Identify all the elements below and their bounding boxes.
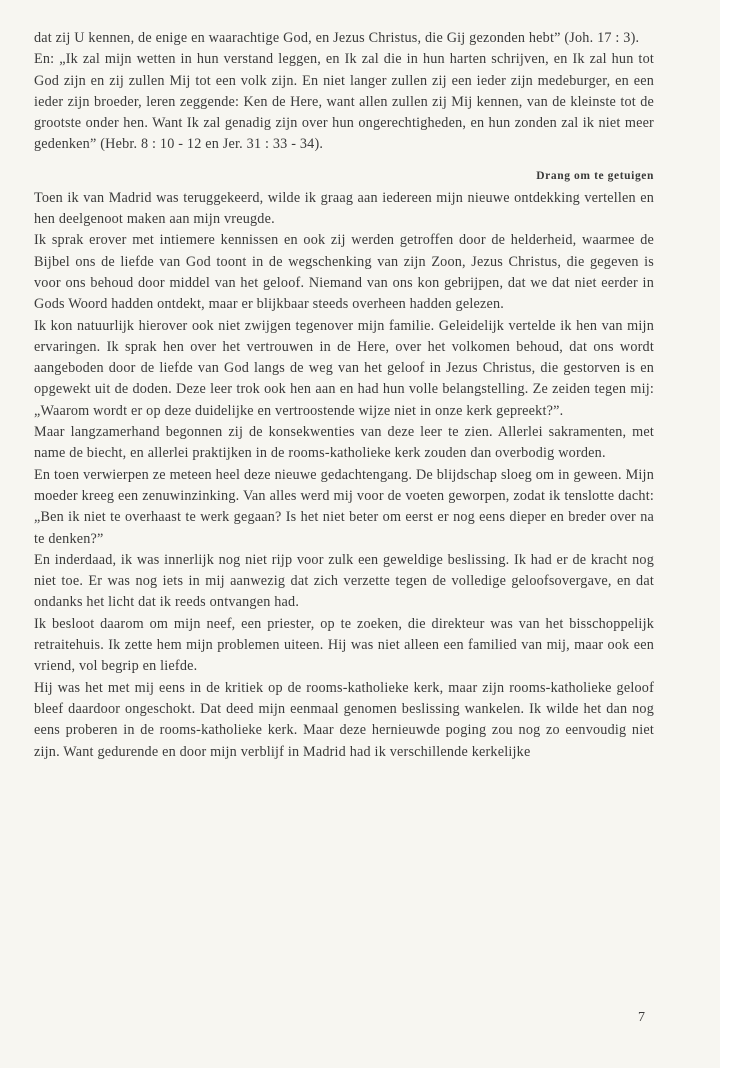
page-number: 7	[638, 1010, 645, 1025]
intro-paragraph-2: En: „Ik zal mijn wetten in hun verstand leggen, en Ik zal die in hun harten schrijven, en Ik zal hun tot God zijn en zij zullen Mij tot een volk zijn. En niet langer zullen zij een ieder zijn medeburger, en een ieder zijn broeder, leren zeggende: Ken de Here, want allen zullen zij Mij kennen, van de kleinste tot de grootste onder hen. Want Ik zal genadig zijn over hun ongerechtigheden, en hun zonden zal ik niet meer gedenken” (Hebr. 8 : 10 - 12 en Jer. 31 : 33 - 34).	[34, 51, 654, 153]
paragraph-6: En inderdaad, ik was innerlijk nog niet rijp voor zulk een geweldige beslissing. Ik had er de kracht nog niet toe. Er was nog iets in mij aanwezig dat zich verzette tegen de volledige geloofsovergave, en dat ondanks het licht dat ik reeds ontvangen had.	[34, 551, 654, 611]
paragraph-7: Ik besloot daarom om mijn neef, een priester, op te zoeken, die direkteur was van het bisschoppelijk retraitehuis. Ik zette hem mijn problemen uiteen. Hij was niet alleen een familied van mij, maar ook een vriend, vol begrip en liefde.	[34, 615, 654, 675]
paragraph-3: Ik kon natuurlijk hierover ook niet zwijgen tegenover mijn familie. Geleidelijk vertelde ik hen van mijn ervaringen. Ik sprak hen over het vertrouwen in de Here, over het volkomen behoud, dat ons wordt aangeboden door de liefde van God langs de weg van het geloof in Jezus Christus, die gestorven is en opgewekt uit de doden. Deze leer trok ook hen aan en had hun volle belangstelling. Ze zeiden tegen mij: „Waarom wordt er op deze duidelijke en vertroostende wijze niet in onze kerk gepreekt?”.	[34, 317, 654, 419]
paragraph-5: En toen verwierpen ze meteen heel deze nieuwe gedachtengang. De blijdschap sloeg om in geween. Mijn moeder kreeg een zenuwinzinking. Van alles werd mij voor de voeten geworpen, zodat ik tenslotte dacht: „Ben ik niet te overhaast te werk gegaan? Is het niet beter om eerst er nog eens dieper en breder over na te denken?”	[34, 466, 654, 547]
paragraph-8: Hij was het met mij eens in de kritiek op de rooms-katholieke kerk, maar zijn rooms-katholieke geloof bleef daardoor ongeschokt. Dat deed mijn eenmaal genomen beslissing wankelen. Ik wilde het dan nog eens proberen in de rooms-katholieke kerk. Maar deze hernieuwde poging zou nog zo eenvoudig niet zijn. Want gedurende en door mijn verblijf in Madrid had ik verschillende kerkelijke	[34, 679, 654, 760]
paragraph-1: Toen ik van Madrid was teruggekeerd, wilde ik graag aan iedereen mijn nieuwe ontdekking vertellen en hen deelgenoot maken aan mijn vreugde.	[34, 189, 654, 228]
page-text	[34, 28, 654, 763]
paragraph-4: Maar langzamerhand begonnen zij de konsekwenties van deze leer te zien. Allerlei sakramenten, met name de biecht, en allerlei praktijken in de rooms-katholieke kerk zouden dan overbodig worden.	[34, 424, 654, 462]
section-heading: Drang om te getuigen	[536, 169, 654, 182]
intro-paragraph-1: dat zij U kennen, de enige en waarachtige God, en Jezus Christus, die Gij gezonden hebt” (Joh. 17 : 3).	[34, 30, 640, 46]
paragraph-2: Ik sprak erover met intiemere kennissen en ook zij werden getroffen door de helderheid, waarmee de Bijbel ons de liefde van God toont in de wegschenking van zijn Zoon, Jezus Christus, die gegeven is voor ons behoud door middel van het geloof. Niemand van ons kon gebrijpen, dat we dat niet eerder in Gods Woord hadden ontdekt, maar er blijkbaar steeds overheen hadden gelezen.	[34, 232, 654, 313]
